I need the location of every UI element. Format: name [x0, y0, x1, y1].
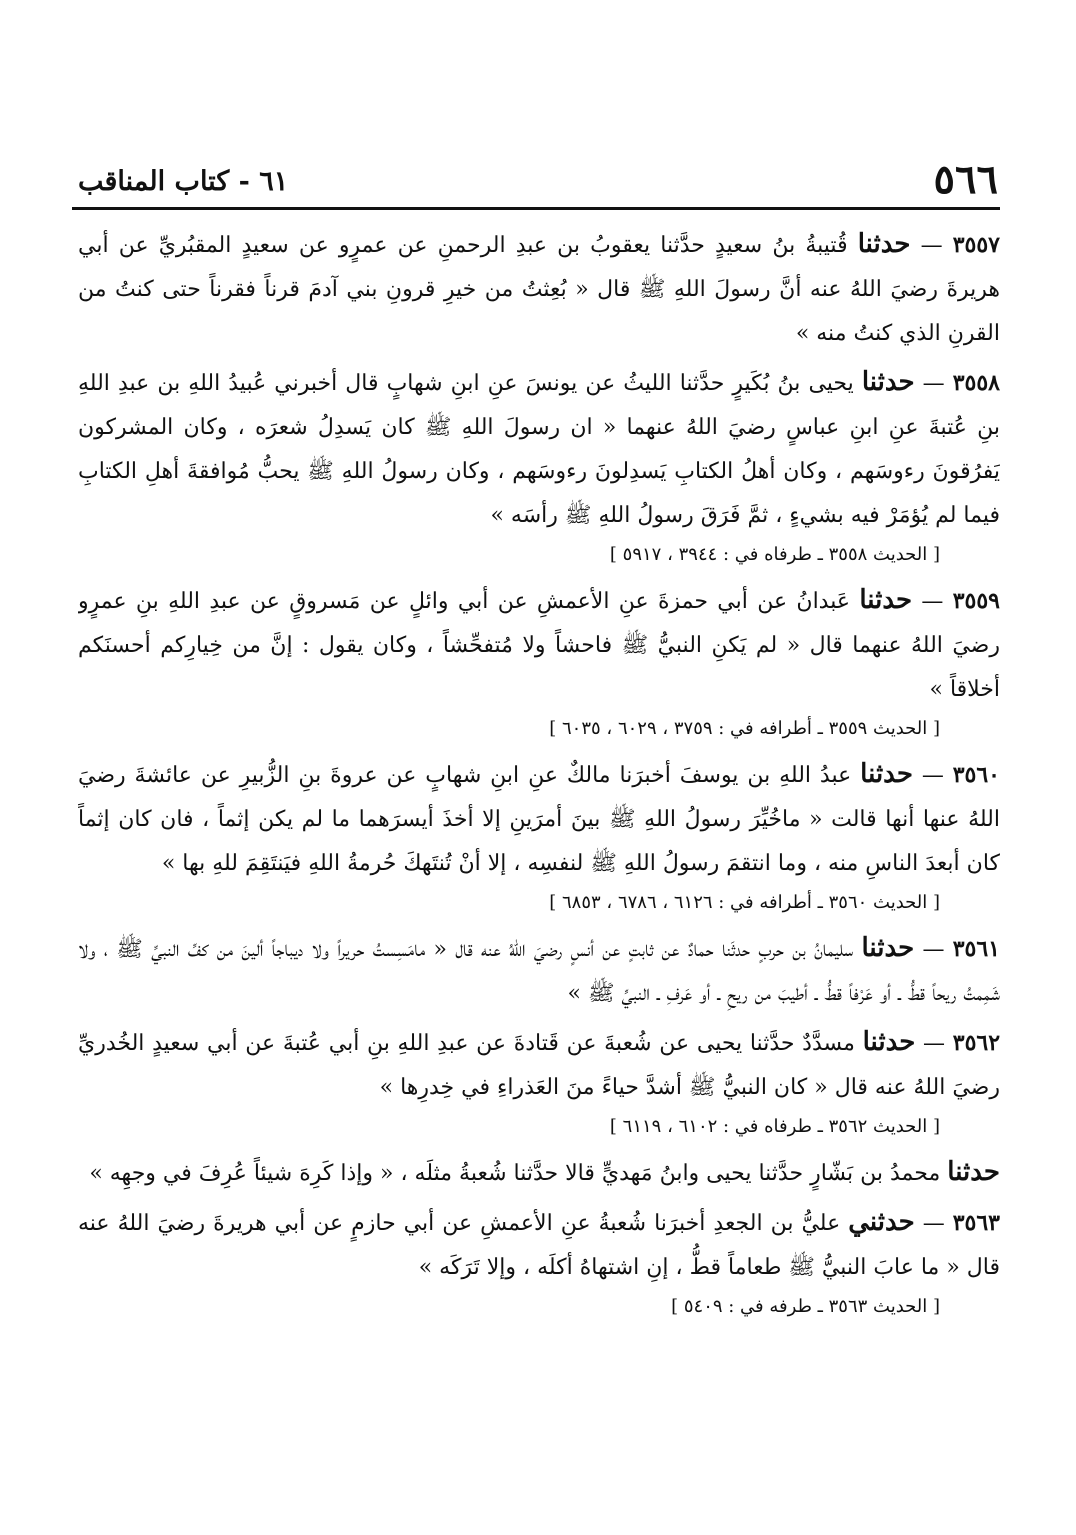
hadith-number: ٣٥٦١	[952, 936, 1000, 962]
hadith-reference: [ الحديث ٣٥٦٠ ـ أطرافه في : ٦١٢٦ ، ٦٧٨٦ ، ٦٨٥٣ ]	[549, 892, 940, 913]
hadith-text: محمدُ بن بَشّارٍ حدَّثنا يحيى وابنُ مَهديٍّ قالا حدَّثنا شُعبةُ مثلَه ، « وإذا كَرِهَ شيئاً عُرِفَ في وجهِه »	[89, 1161, 941, 1186]
hadith-number: ٣٥٥٧	[952, 232, 1000, 258]
hadith-text: يحيى بنُ بُكَيرٍ حدَّثنا الليثُ عن يونسَ عنِ ابنِ شهابٍ قال أخبرني عُبيدُ اللهِ بن عبدِ اللهِ بنِ عُتبةَ عنِ ابنِ عباسٍ رضيَ اللهُ عنهما « ان رسولَ اللهِ ﷺ كان يَسدِلُ شعرَه ، وكان المشركون يَفرُقونَ رءوسَهم ، وكان أهلُ الكتابِ يَسدِلونَ رءوسَهم ، وكان رسولُ اللهِ ﷺ يحبُّ مُوافقةَ أهلِ الكتابِ فيما لم يُؤمَرْ فيه بشيءٍ ، ثمَّ فَرَقَ رسولُ اللهِ ﷺ رأسَه »	[78, 371, 1000, 528]
page-header	[78, 158, 998, 208]
hadith-opener: حدثنا	[857, 229, 911, 259]
hadith-reference: [ الحديث ٣٥٥٨ ـ طرفاه في : ٣٩٤٤ ، ٥٩١٧ ]	[609, 544, 940, 565]
hadith-text: سليمانُ بن حربٍ حدثَنا حمادٌ عن ثابتٍ عن أنسٍ رضيَ اللهُ عنه قال « مامَسِستُ حريراً ولا ديباجاً ألينَ من كفِّ النبيِّ ﷺ ، ولا شَمِمتُ ريحاً قطُّ ـ أو عَرْفاً قطُّ ـ أطيبَ من ريحِ ـ أو عَرفِ ـ النبيِّ ﷺ »	[78, 937, 1000, 1006]
hadith-list	[78, 222, 1000, 1512]
hadith-number: ٣٥٥٩	[952, 588, 1000, 614]
hadith-text: عبدُ اللهِ بن يوسفَ أخبرَنا مالكٌ عنِ ابنِ شهابٍ عن عروةَ بنِ الزُّبيرِ عن عائشةَ رضيَ اللهُ عنها أنها قالت « ماخُيِّرَ رسولُ اللهِ ﷺ بينَ أمرَينِ إلا أخذَ أيسرَهما ما لم يكن إثماً ، فان كان إثماً كان أبعدَ الناسِ منه ، وما انتقمَ رسولُ اللهِ ﷺ لنفسِه ، إلا أنْ تُنتَهكَ حُرمةُ اللهِ فيَنتَقِمَ للهِ بها »	[78, 763, 1000, 876]
hadith-3561: ٣٥٦١ — حدثنا سليمانُ بن حربٍ حدثَنا حمادٌ عن ثابتٍ عن أنسٍ رضيَ اللهُ عنه قال « مامَسِستُ حريراً ولا ديباجاً ألينَ من كفِّ النبيِّ ﷺ ، ولا شَمِمتُ ريحاً قطُّ ـ أو عَرْفاً قطُّ ـ أطيبَ من ريحِ ـ أو عَرفِ ـ النبيِّ ﷺ »	[78, 933, 1000, 1006]
hadith-number: ٣٥٦٠	[952, 762, 1000, 788]
hadith-reference: [ الحديث ٣٥٦٣ ـ طرفه في : ٥٤٠٩ ]	[671, 1296, 940, 1317]
hadith-opener: حدثني	[848, 1207, 915, 1237]
hadith-3557: ٣٥٥٧ — حدثنا قُتيبةُ بنُ سعيدٍ حدَّثنا يعقوبُ بن عبدِ الرحمنِ عن عمرٍو عن سعيدٍ المقبُريِّ عن أبي هريرةَ رضيَ اللهُ عنه أنَّ رسولَ اللهِ ﷺ قال « بُعِثتُ من خيرِ قرونِ بني آدمَ قرناً فقرناً حتى كنتُ من القرنِ الذي كنتُ منه »	[78, 229, 1000, 346]
page-number: ٥٦٦	[933, 156, 998, 203]
hadith-number: ٣٥٦٣	[952, 1210, 1000, 1236]
hadith-opener: حدثنا	[860, 759, 913, 789]
hadith-3563: ٣٥٦٣ — حدثني عليُّ بن الجعدِ أخبرَنا شُعبةُ عنِ الأعمشِ عن أبي حازمٍ عن أبي هريرةَ رضيَ اللهُ عنه قال « ما عابَ النبيُّ ﷺ طعاماً قطُّ ، إنِ اشتهاهُ أكلَه ، وإلا تَرَكَه »	[78, 1207, 1000, 1280]
hadith-text: قُتيبةُ بنُ سعيدٍ حدَّثنا يعقوبُ بن عبدِ الرحمنِ عن عمرٍو عن سعيدٍ المقبُريِّ عن أبي هريرةَ رضيَ اللهُ عنه أنَّ رسولَ اللهِ ﷺ قال « بُعِثتُ من خيرِ قرونِ بني آدمَ قرناً فقرناً حتى كنتُ من القرنِ الذي كنتُ منه »	[78, 233, 1000, 346]
hadith-opener: حدثنا	[947, 1157, 1000, 1187]
hadith-3558: ٣٥٥٨ — حدثنا يحيى بنُ بُكَيرٍ حدَّثنا الليثُ عن يونسَ عنِ ابنِ شهابٍ قال أخبرني عُبيدُ اللهِ بن عبدِ اللهِ بنِ عُتبةَ عنِ ابنِ عباسٍ رضيَ اللهُ عنهما « ان رسولَ اللهِ ﷺ كان يَسدِلُ شعرَه ، وكان المشركون يَفرُقونَ رءوسَهم ، وكان أهلُ الكتابِ يَسدِلونَ رءوسَهم ، وكان رسولُ اللهِ ﷺ يحبُّ مُوافقةَ أهلِ الكتابِ فيما لم يُؤمَرْ فيه بشيءٍ ، ثمَّ فَرَقَ رسولُ اللهِ ﷺ رأسَه »	[78, 367, 1000, 528]
hadith-text: مسدَّدٌ حدَّثنا يحيى عن شُعبةَ عن قَتادةَ عن عبدِ اللهِ بنِ أبي عُتبةَ عن أبي سعيدٍ الخُدريِّ رضيَ اللهُ عنه قال « كان النبيُّ ﷺ أشدَّ حياءً منَ العَذراءِ في خِدرِها »	[78, 1031, 1000, 1100]
hadith-3562: ٣٥٦٢ — حدثنا مسدَّدٌ حدَّثنا يحيى عن شُعبةَ عن قَتادةَ عن عبدِ اللهِ بنِ أبي عُتبةَ عن أبي سعيدٍ الخُدريِّ رضيَ اللهُ عنه قال « كان النبيُّ ﷺ أشدَّ حياءً منَ العَذراءِ في خِدرِها »	[78, 1027, 1000, 1100]
hadith-opener: حدثنا	[862, 1027, 916, 1057]
hadith-3562-second-chain	[78, 1150, 1000, 1196]
hadith-reference: [ الحديث ٣٥٥٩ ـ أطرافه في : ٣٧٥٩ ، ٦٠٢٩ ، ٦٠٣٥ ]	[549, 718, 940, 739]
hadith-opener: حدثنا	[861, 933, 915, 963]
hadith-text: عليُّ بن الجعدِ أخبرَنا شُعبةُ عنِ الأعمشِ عن أبي حازمٍ عن أبي هريرةَ رضيَ اللهُ عنه قال « ما عابَ النبيُّ ﷺ طعاماً قطُّ ، إنِ اشتهاهُ أكلَه ، وإلا تَرَكَه »	[78, 1211, 1000, 1280]
hadith-reference: [ الحديث ٣٥٦٢ ـ طرفاه في : ٦١٠٢ ، ٦١١٩ ]	[609, 1116, 940, 1137]
hadith-number: ٣٥٦٢	[952, 1030, 1000, 1056]
hadith-3559: ٣٥٥٩ — حدثنا عَبدانُ عن أبي حمزةَ عنِ الأعمشِ عن أبي وائلٍ عن مَسروقٍ عن عبدِ اللهِ بنِ عمرٍو رضيَ اللهُ عنهما قال « لم يَكنِ النبيُّ ﷺ فاحشاً ولا مُتفحِّشاً ، وكان يقول : إنَّ من خِيارِكم أحسنَكم أخلاقاً »	[78, 585, 1000, 702]
hadith-3560: ٣٥٦٠ — حدثنا عبدُ اللهِ بن يوسفَ أخبرَنا مالكٌ عنِ ابنِ شهابٍ عن عروةَ بنِ الزُّبيرِ عن عائشةَ رضيَ اللهُ عنها أنها قالت « ماخُيِّرَ رسولُ اللهِ ﷺ بينَ أمرَينِ إلا أخذَ أيسرَهما ما لم يكن إثماً ، فان كان إثماً كان أبعدَ الناسِ منه ، وما انتقمَ رسولُ اللهِ ﷺ لنفسِه ، إلا أنْ تُنتَهكَ حُرمةُ اللهِ فيَنتَقِمَ للهِ بها »	[78, 759, 1000, 876]
hadith-opener: حدثنا	[859, 585, 913, 615]
hadith-text: عَبدانُ عن أبي حمزةَ عنِ الأعمشِ عن أبي وائلٍ عن مَسروقٍ عن عبدِ اللهِ بنِ عمرٍو رضيَ اللهُ عنهما قال « لم يَكنِ النبيُّ ﷺ فاحشاً ولا مُتفحِّشاً ، وكان يقول : إنَّ من خِيارِكم أحسنَكم أخلاقاً »	[78, 589, 1000, 702]
header-divider	[72, 207, 1000, 210]
chapter-title: ٦١ - كتاب المناقب	[78, 166, 289, 197]
hadith-opener: حدثنا	[861, 367, 915, 397]
hadith-number: ٣٥٥٨	[952, 370, 1000, 396]
